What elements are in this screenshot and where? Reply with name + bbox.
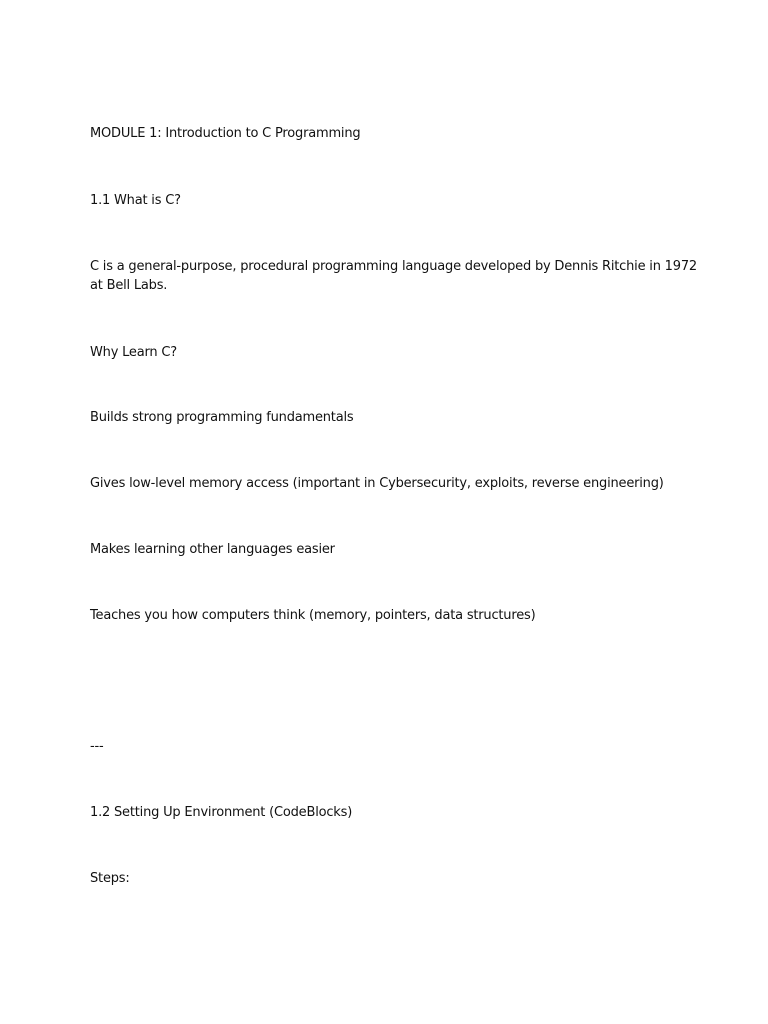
steps-label: Steps:	[90, 871, 130, 886]
separator-line: ---	[90, 739, 104, 754]
section-heading-setup: 1.2 Setting Up Environment (CodeBlocks)	[90, 805, 353, 820]
why-learn-heading: Why Learn C?	[90, 345, 177, 360]
section-heading-what-is-c: 1.1 What is C?	[90, 193, 181, 208]
module-title: MODULE 1: Introduction to C Programming	[90, 126, 361, 141]
reason-item: Makes learning other languages easier	[90, 542, 335, 557]
reason-item: Teaches you how computers think (memory, pointers, data structures)	[90, 608, 536, 623]
definition-paragraph: C is a general-purpose, procedural programming language developed by Dennis Ritchie in 1972 at Bell Labs.	[90, 259, 697, 293]
reason-item: Builds strong programming fundamentals	[90, 410, 354, 425]
reason-item: Gives low-level memory access (important in Cybersecurity, exploits, reverse engineering)	[90, 476, 664, 491]
